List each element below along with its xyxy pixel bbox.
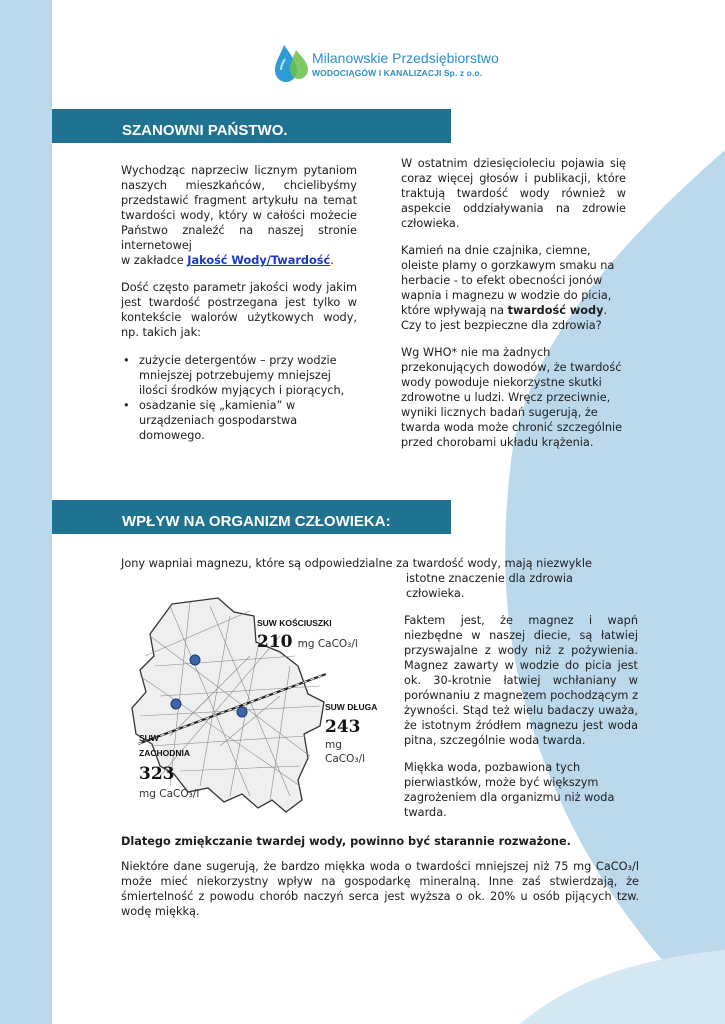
suw-kosciuszki-label xyxy=(257,618,358,652)
intro-text: Wychodząc naprzeciw licznym pytaniom naszych mieszkańców, chcielibyśmy przedstawić fragment artykułu na temat twardości wody, który w całości możecie Państwo znaleźć na naszej stronie internetowej xyxy=(121,164,357,252)
suw-zachodnia-name-a: SUW xyxy=(139,733,159,743)
water-hardness-emphasis: twardość wody xyxy=(507,304,604,317)
suw-dluga-marker[interactable] xyxy=(237,707,247,717)
suw-kosciuszki-name: SUW KOŚCIUSZKI xyxy=(257,618,332,628)
limescale-paragraph xyxy=(401,243,626,333)
suw-dluga-unit-b: CaCO₃/l xyxy=(325,753,366,765)
suw-kosciuszki-value: 210 xyxy=(257,632,293,652)
bullet-item-limescale: • osadzanie się „kamienia” w urządzeniach gospodarstwa domowego. xyxy=(121,398,357,443)
mineral-economy-paragraph: Niektóre dane sugerują, że bardzo miękka woda o twardości mniejszej niż 75 mg CaCO₃/l może mieć niekorzystny wpływ na gospodarkę mineralną. Inne zaś stwierdzają, że śmiertelność z powodu chorób naczyń serca jest wyższa o ok. 20% u osób pijących tzw. wodę miękką. xyxy=(121,860,639,918)
suw-zachodnia-marker[interactable] xyxy=(171,699,181,709)
suw-kosciuszki-unit: mg CaCO₃/l xyxy=(297,638,358,650)
water-drop-icon xyxy=(272,42,314,84)
suw-zachodnia-name-b: ZACHODNIA xyxy=(139,748,190,758)
section1-heading xyxy=(52,109,451,143)
section2-intro-line1: Jony wapniai magnezu, które są odpowiedzialne za twardość wody, mają niezwykle xyxy=(121,557,592,570)
who-paragraph: Wg WHO* nie ma żadnych przekonujących dowodów, że twardość wody powoduje niekorzystne skutki zdrowotne u ludzi. Wręcz przeciwnie, wyniki licznych badań sugerują, że twarda woda może chronić szczególnie przed chorobami układu krążenia. xyxy=(401,346,623,449)
section2-heading xyxy=(52,500,451,534)
softening-warning: Dlatego zmiękczanie twardej wody, powinno być starannie rozważone. xyxy=(121,835,571,848)
suw-zachodnia-unit: mg CaCO₃/l xyxy=(139,788,200,800)
intro-paragraph xyxy=(121,163,357,268)
bullet-item-detergents: • zużycie detergentów – przy wodzie mniejszej potrzebujemy mniejszej ilości środków myjących i piorących, xyxy=(121,353,357,398)
section2-intro-line2: istotne znaczenie dla zdrowia człowieka. xyxy=(406,572,573,600)
suw-dluga-name: SUW DŁUGA xyxy=(325,702,378,712)
hardness-page-link[interactable]: Jakość Wody/Twardość xyxy=(187,254,331,267)
logo-name-line2: WODOCIĄGÓW I KANALIZACJI Sp. z o.o. xyxy=(312,68,483,78)
suw-dluga-unit-a: mg xyxy=(325,739,342,751)
publications-paragraph: W ostatnim dziesięcioleciu pojawia się coraz więcej głosów i publikacji, które traktują twardość wody również w aspekcie oddziaływania na zdrowie człowieka. xyxy=(401,157,626,230)
parameter-paragraph: Dość często parametr jakości wody jakim jest twardość postrzegana jest tylko w kontekście walorów użytkowych wody, np. takich jak: xyxy=(121,281,357,339)
intro-text-prefix: w zakładce xyxy=(121,254,188,267)
section1-right-column xyxy=(401,156,626,450)
magnesium-paragraph: Faktem jest, że magnez i wapń niezbędne w naszej diecie, są łatwiej przyswajalne z wody niż z pożywienia. Magnez zawarty w wodzie do picia jest ok. 30-krotnie łatwiej wchłaniany w porównaniu z magnezem pochodzącym z żywności. Stąd też wielu badaczy uważa, że istotnym źródłem magnezu jest woda pitna, szczególnie woda twarda. xyxy=(404,614,638,747)
intro-text-end: . xyxy=(330,254,334,267)
suw-zachodnia-value: 323 xyxy=(139,764,175,784)
section2-right-column xyxy=(404,613,638,820)
company-logo xyxy=(272,42,502,87)
section1-left-column xyxy=(121,163,357,443)
soft-water-paragraph: Miękka woda, pozbawiona tych pierwiastków, może być większym zagrożeniem dla organizmu niż woda twarda. xyxy=(404,761,615,819)
suw-dluga-label xyxy=(325,702,377,765)
section2-heading-text: WPŁYW NA ORGANIZM CZŁOWIEKA: xyxy=(122,513,391,530)
limescale-text: Kamień na dnie czajnika, ciemne, oleiste plamy o gorzkawym smaku na herbacie - to efekt obecności jonów wapnia i magnezu w wodzie do picia, które wpływają na xyxy=(401,244,615,317)
suw-kosciuszki-marker[interactable] xyxy=(190,655,200,665)
suw-zachodnia-label xyxy=(139,733,199,800)
limescale-question: . Czy to jest bezpieczne dla zdrowia? xyxy=(401,304,608,332)
section1-heading-text: SZANOWNI PAŃSTWO. xyxy=(122,122,288,139)
usage-bullet-list xyxy=(121,353,357,443)
logo-name-line1: Milanowskie Przedsiębiorstwo xyxy=(312,50,499,66)
suw-dluga-value: 243 xyxy=(325,717,361,737)
